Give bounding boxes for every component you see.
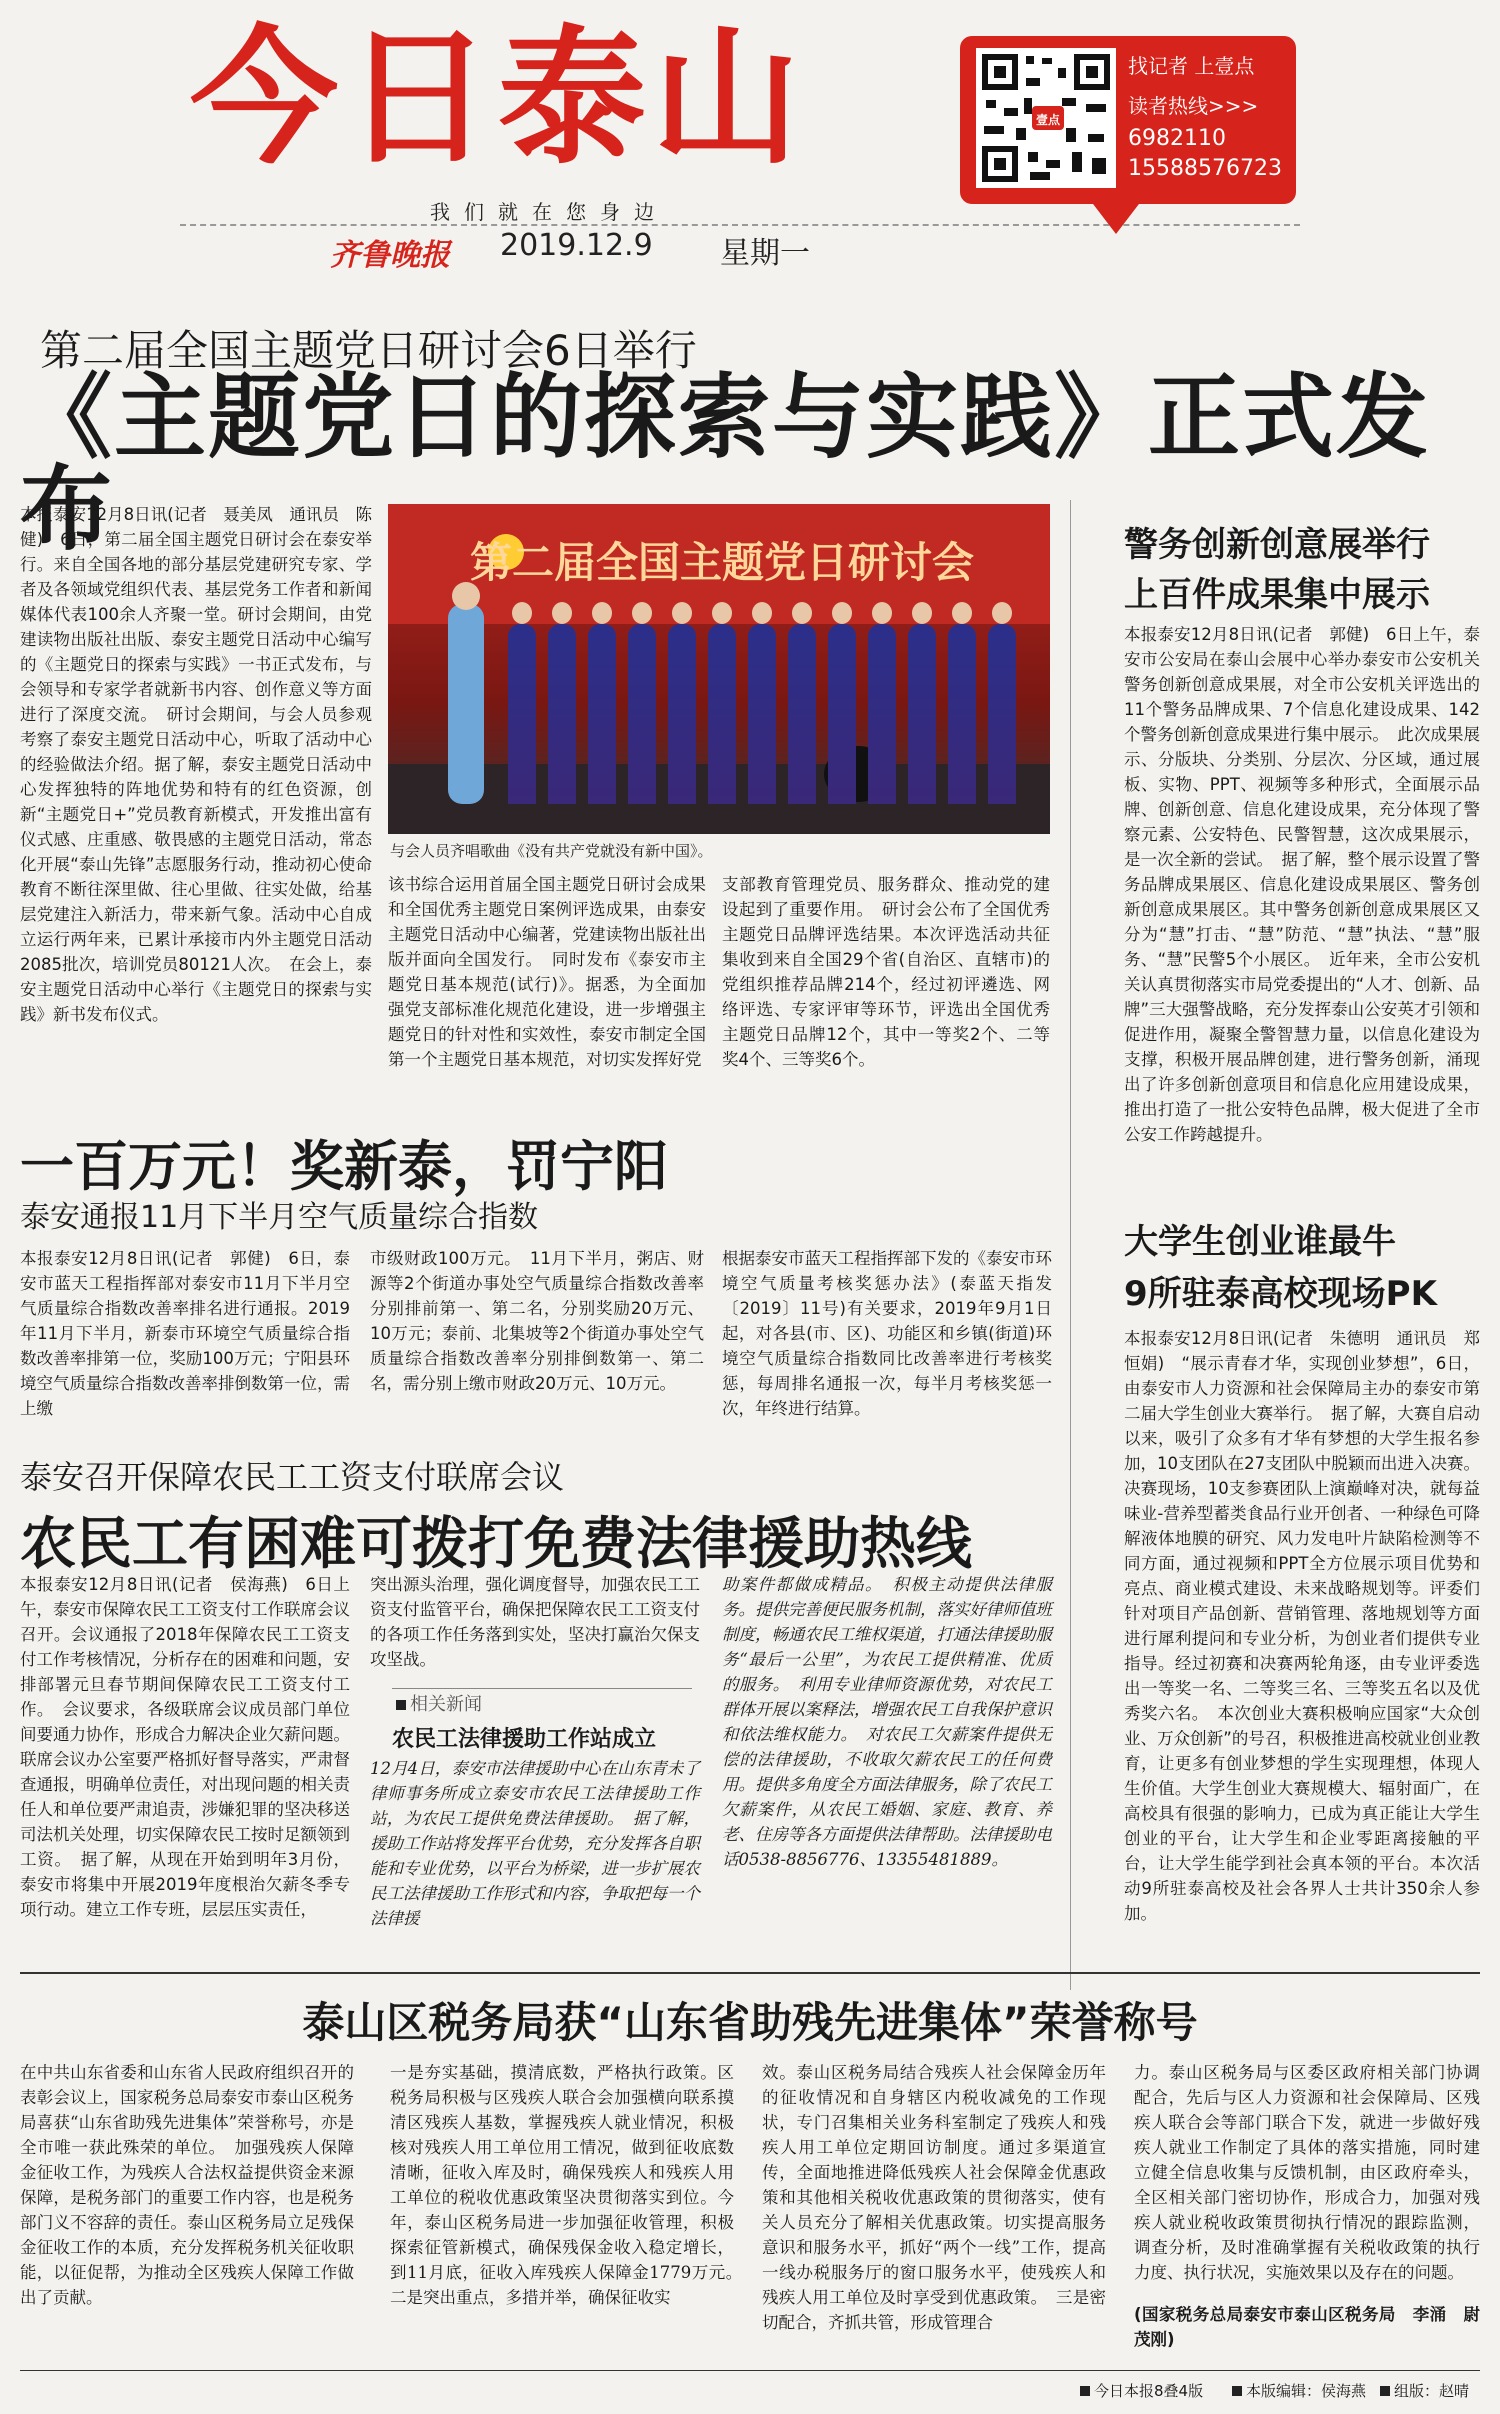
footer-pages: 今日本报8叠4版 <box>1080 2380 1203 2401</box>
story2-headline[interactable]: 警务创新创意展举行 上百件成果集中展示 <box>1124 525 1430 615</box>
story1-caption: 与会人员齐唱歌曲《没有共产党就没有新中国》。 <box>390 842 713 860</box>
section-rule <box>20 1972 1480 1974</box>
story3-subhead: 泰安通报11月下半月空气质量综合指数 <box>20 1200 539 1235</box>
story6-body-col1: 在中共山东省委和山东省人民政府组织召开的表彰会议上，国家税务总局泰安市泰山区税务局喜获“山东省助残先进集体”荣誉称号，亦是全市唯一获此殊荣的单位。 加强残疾人保障金征收工作，为残疾人合法权益提供资金来源保障，是税务部门的重要工作内容，也是税务部门义不容辞的责任。泰山区税务局立足残保金征收工作的本质，充分发挥税务机关征收职能，以征促帮，为推动全区残疾人保障工作做出了贡献。 <box>20 2063 354 2307</box>
square-icon <box>1380 2386 1390 2396</box>
story4-headline[interactable]: 大学生创业谁最牛 9所驻泰高校现场PK <box>1124 1222 1437 1314</box>
story5-body-col1: 本报泰安12月8日讯(记者 侯海燕) 6日上午，泰安市保障农民工工资支付工作联席会议召开。会议通报了2018年保障农民工工资支付工作考核情况，分析存在的困难和问题，安排部署元旦春节期间保障农民工工资支付工作。 会议要求，各级联席会议成员部门单位间要通力协作，形成合力解决企业欠薪问题。联席会议办公室要严格抓好督导落实，严肃督查通报，明确单位责任，对出现问题的相关责任人和单位要严肃追责，涉嫌犯罪的坚决移送司法机关处理，切实保障农民工按时足额领到工资。 据了解，从现在开始到明年3月份，泰安市将集中开展2019年度根治欠薪冬季专项行动。建立工作专班，层层压实责任， <box>20 1575 350 1919</box>
qr-code-icon[interactable] <box>976 48 1116 188</box>
story1-kicker: 第二届全国主题党日研讨会6日举行 <box>40 326 697 375</box>
footer-layout: 组版：赵晴 <box>1380 2380 1469 2401</box>
square-icon <box>1080 2386 1090 2396</box>
story3-body-col1: 本报泰安12月8日讯(记者 郭健) 6日，泰安市蓝天工程指挥部对泰安市11月下半月空气质量综合指数改善率排名进行通报。2019年11月下半月，新泰市环境空气质量综合指数改善率排第一位，奖励100万元；宁阳县环境空气质量综合指数改善率排倒数第一位，需上缴 <box>20 1249 350 1418</box>
square-icon <box>396 1700 406 1710</box>
hotline-panel-tail <box>1090 200 1142 234</box>
hotline-phone-1[interactable]: 6982110 <box>1128 126 1226 151</box>
story6-signature: (国家税务总局泰安市泰山区税务局 李涌 尉茂刚) <box>1134 2305 1480 2349</box>
story1-body-col1: 本报泰安12月8日讯(记者 聂美凤 通讯员 陈健) 6日，第二届全国主题党日研讨会在泰安举行。来自全国各地的部分基层党建研究专家、学者及各领域党组织代表、基层党务工作者和新闻媒体代表100余人齐聚一堂。研讨会期间，由党建读物出版社出版、泰安主题党日活动中心编写的《主题党日的探索与实践》一书正式发布，与会领导和专家学者就新书内容、创作意义等方面进行了深度交流。 研讨会期间，与会人员参观考察了泰安主题党日活动中心，听取了活动中心的经验做法介绍。据了解，泰安主题党日活动中心发挥独特的阵地优势和特有的红色资源，创新“主题党日+”党员教育新模式，开发推出富有仪式感、庄重感、敬畏感的主题党日活动，常态化开展“泰山先锋”志愿服务行动，推动初心使命教育不断往深里做、往心里做、往实处做，给基层党建注入新活力，带来新气象。活动中心自成立运行两年来，已累计承接市内外主题党日活动2085批次，培训党员80121人次。 在会上，泰安主题党日活动中心举行《主题党日的探索与实践》新书发布仪式。 <box>20 505 372 1024</box>
story6-body-col3: 效。泰山区税务局结合残疾人社会保障金历年的征收情况和自身辖区内税收减免的工作现状，专门召集相关业务科室制定了残疾人和残疾人用工单位定期回访制度。通过多渠道宣传，全面地推进降低残疾人社会保障金优惠政策和其他相关税收优惠政策的贯彻落实，使有关人员充分了解相关优惠政策。切实提高服务意识和服务水平，抓好“两个一线”工作，提高一线办税服务厅的窗口服务水平，使残疾人和残疾人用工单位及时享受到优惠政策。 三是密切配合，齐抓共管，形成管理合 <box>762 2063 1106 2332</box>
story1-headline[interactable]: 《主题党日的探索与实践》正式发布 <box>20 364 1431 563</box>
qr-label: 壹点 <box>1036 113 1061 127</box>
story6-headline[interactable]: 泰山区税务局获“山东省助残先进集体”荣誉称号 <box>302 1998 1198 2047</box>
issue-weekday: 星期一 <box>720 236 810 271</box>
story5-body-col3: 助案件都做成精品。 积极主动提供法律服务。提供完善便民服务机制，落实好律师值班制度，畅通农民工维权渠道，打通法律援助服务“最后一公里”，为农民工提供精准、优质的服务。 利用专业律师资源优势，对农民工群体开展以案释法，增强农民工自我保护意识和依法维权能力。 对农民工欠薪案件提供无偿的法律援助，不收取欠薪农民工的任何费用。提供多角度全方面法律服务，除了农民工欠薪案件，从农民工婚姻、家庭、教育、养老、住房等各方面提供法律帮助。法律援助电话0538-8856776、13355481889。 <box>722 1575 1052 1869</box>
story1-body-col2: 该书综合运用首届全国主题党日研讨会成果和全国优秀主题党日案例评选成果，由泰安主题党日活动中心编著，党建读物出版社出版并面向全国发行。 同时发布《泰安市主题党日基本规范(试行)》。据悉，为全面加强党支部标准化规范化建设，进一步增强主题党日的针对性和实效性，泰安市制定全国第一个主题党日基本规范，对切实发挥好党 <box>388 875 706 1069</box>
column-divider <box>1070 500 1071 1990</box>
story6-body-col4: 力。泰山区税务局与区委区政府相关部门协调配合，先后与区人力资源和社会保障局、区残疾人联合会等部门联合下发，就进一步做好残疾人就业工作制定了具体的落实措施，同时建立健全信息收集与反馈机制，由区政府牵头，全区相关部门密切协作，形成合力，加强对残疾人就业税收政策贯彻执行情况的跟踪监测，调查分析，及时准确掌握有关税收政策的执行力度、执行状况，实施效果以及存在的问题。 <box>1134 2063 1480 2282</box>
footer-editor: 本版编辑：侯海燕 <box>1232 2380 1366 2401</box>
masthead-slogan: 我们就在您身边 <box>430 200 668 224</box>
photo-banner-text: 第二届全国主题党日研讨会 <box>470 538 975 587</box>
hotline-phone-2[interactable]: 15588576723 <box>1128 156 1282 181</box>
hotline-top: 找记者 上壹点 <box>1128 54 1255 78</box>
story5-headline[interactable]: 农民工有困难可拨打免费法律援助热线 <box>20 1512 972 1577</box>
story5-body-col2: 突出源头治理，强化调度督导，加强农民工工资支付监管平台，确保把保障农民工工资支付的各项工作任务落到实处，坚决打赢治欠保支攻坚战。 <box>370 1575 700 1669</box>
story5-kicker: 泰安召开保障农民工工资支付联席会议 <box>20 1458 565 1496</box>
story5-related-body: 12月4日，泰安市法律援助中心在山东青未了律师事务所成立泰安市农民工法律援助工作站，为农民工提供免费法律援助。 据了解，援助工作站将发挥平台优势，充分发挥各自职能和专业优势，以平台为桥梁，进一步扩展农民工法律援助工作形式和内容，争取把每一个法律援 <box>370 1759 700 1928</box>
related-news-label: 相关新闻 <box>396 1690 482 1716</box>
issue-date: 2019.12.9 <box>500 228 653 263</box>
story3-headline[interactable]: 一百万元！奖新泰，罚宁阳 <box>20 1135 668 1198</box>
hotline-label: 读者热线>>> <box>1128 94 1259 118</box>
footer-rule <box>20 2370 1480 2371</box>
story1-body-col3: 支部教育管理党员、服务群众、推动党的建设起到了重要作用。 研讨会公布了全国优秀主题党日品牌评选结果。本次评选活动共征集收到来自全国29个省(自治区、直辖市)的党组织推荐品牌214个，经过初评遴选、网络评选、专家评审等环节，评选出全国优秀主题党日品牌12个，其中一等奖2个、二等奖4个、三等奖6个。 <box>722 875 1050 1069</box>
story2-body: 本报泰安12月8日讯(记者 郭健) 6日上午，泰安市公安局在泰山会展中心举办泰安市公安机关警务创新创意成果展，对全市公安机关评选出的11个警务品牌成果、7个信息化建设成果、142个警务创新创意成果进行集中展示。 此次成果展示、分版块、分类别、分层次、分区域，通过展板、实物、PPT、视频等多种形式，全面展示品牌、创新创意、信息化建设成果，充分体现了警察元素、公安特色、民警智慧，这次成果展示，是一次全新的尝试。 据了解，整个展示设置了警务品牌成果展区、信息化建设成果展区、警务创新创意成果展区。其中警务创新创意成果展区又分为“慧”打击、“慧”防范、“慧”执法、“慧”服务、“慧”民警5个小展区。 近年来，全市公安机关认真贯彻落实市局党委提出的“人才、创新、品牌”三大强警战略，充分发挥泰山公安英才引领和促进作用，凝聚全警智慧力量，以信息化建设为支撑，积极开展品牌创建，进行警务创新，涌现出了许多创新创意项目和信息化应用建设成果，推出打造了一批公安特色品牌，极大促进了全市公安工作跨越提升。 <box>1124 625 1480 1144</box>
story3-body-col3: 根据泰安市蓝天工程指挥部下发的《泰安市环境空气质量考核奖惩办法》(泰蓝天指发〔2019〕11号)有关要求，2019年9月1日起，对各县(市、区)、功能区和乡镇(街道)环境空气质量综合指数同比改善率进行考核奖惩，每周排名通报一次，每半月考核奖惩一次，年终进行结算。 <box>722 1249 1052 1418</box>
story4-body: 本报泰安12月8日讯(记者 朱德明 通讯员 郑恒娟) “展示青春才华，实现创业梦想”，6日，由泰安市人力资源和社会保障局主办的泰安市第二届大学生创业大赛举行。 据了解，大赛自启动以来，吸引了众多有才华有梦想的大学生报名参加，10支团队在27支团队中脱颖而出进入决赛。决赛现场，10支参赛团队上演巅峰对决，就每益味业-营养型蓄类食品行业开创者、一种绿色可降解液体地膜的研究、风力发电叶片缺陷检测等不同方面，通过视频和PPT全方位展示项目优势和亮点、商业模式建设、未来战略规划等。评委们针对项目产品创新、营销管理、落地规划等方面进行犀利提问和专业分析，为创业者们提供专业指导。经过初赛和决赛两轮角逐，由专业评委选出一等奖一名、二等奖三名、三等奖五名以及优秀奖六名。 本次创业大赛积极响应国家“大众创业、万众创新”的号召，积极推进高校就业创业教育，让更多有创业梦想的学生实现理想，体现人生价值。大学生创业大赛规模大、辐射面广，在高校具有很强的影响力，已成为真正能让大学生创业的平台，让大学生和企业零距离接触的平台，让大学生能学到社会真本领的平台。本次活动9所驻泰高校及社会各界人士共计350余人参加。 <box>1124 1329 1480 1923</box>
brand-logo: 齐鲁晚报 <box>330 238 450 273</box>
masthead-title: 今日泰山 <box>190 12 806 184</box>
story6-body-col2: 一是夯实基础，摸清底数，严格执行政策。区税务局积极与区残疾人联合会加强横向联系摸清区残疾人基数，掌握残疾人就业情况，积极核对残疾人用工单位用工情况，做到征收底数清晰，征收入库及时，确保残疾人和残疾人用工单位的税收优惠政策坚决贯彻落实到位。今年，泰山区税务局进一步加强征收管理，积极探索征管新模式，确保残保金收入稳定增长，到11月底，征收入库残疾人保障金1779万元。 二是突出重点，多措并举，确保征收实 <box>390 2063 751 2307</box>
square-icon <box>1232 2386 1242 2396</box>
related-news-title[interactable]: 农民工法律援助工作站成立 <box>392 1727 657 1752</box>
story3-body-col2: 市级财政100万元。 11月下半月，粥店、财源等2个街道办事处空气质量综合指数改善率分别排前第一、第二名，分别奖励20万元、10万元；泰前、北集坡等2个街道办事处空气质量综合指数改善率分别排倒数第一、第二名，需分别上缴市财政20万元、10万元。 <box>370 1249 704 1393</box>
